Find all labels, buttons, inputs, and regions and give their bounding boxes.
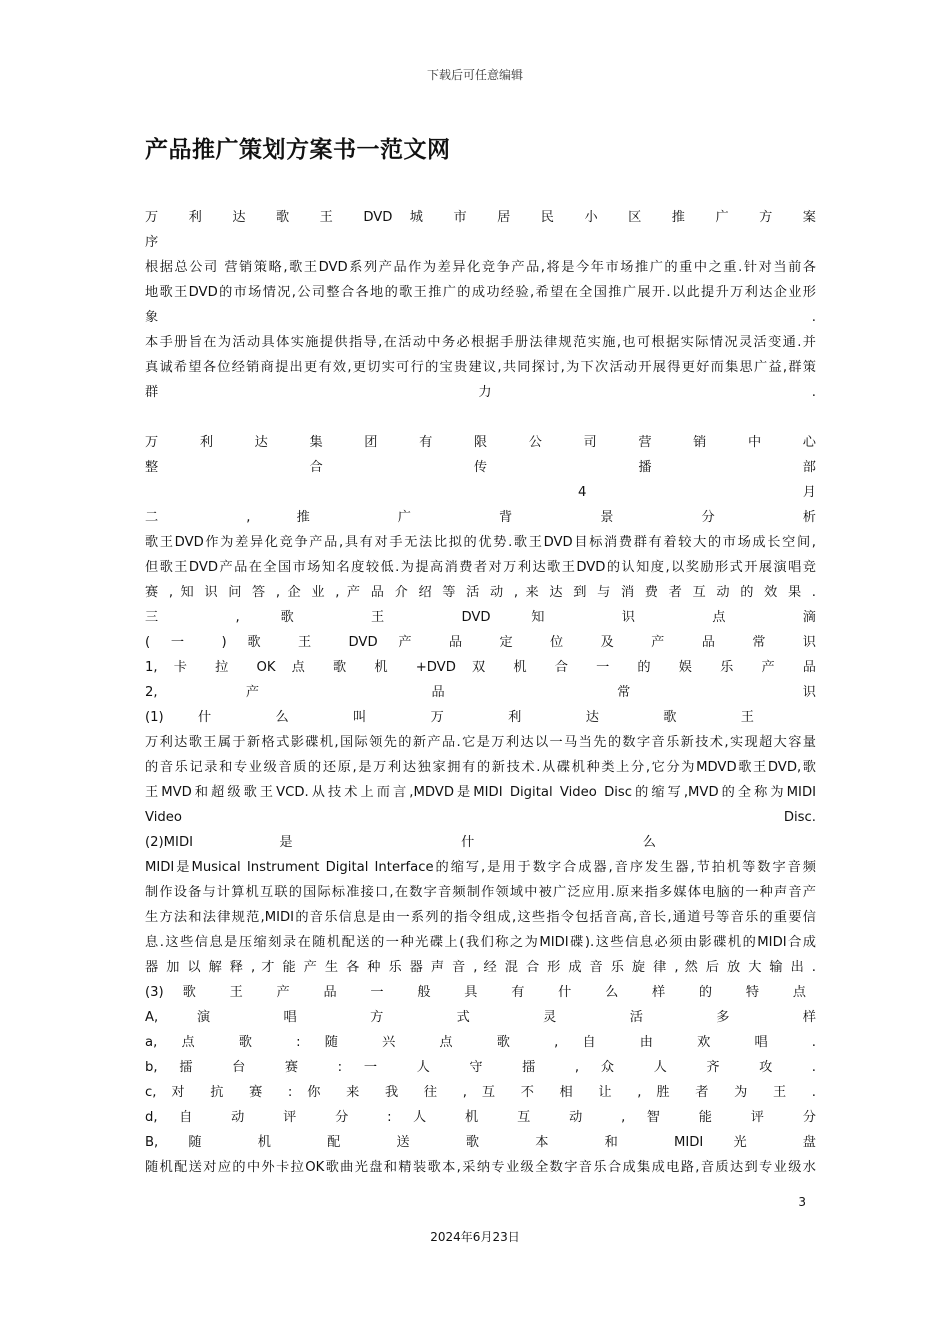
text-line: 万利达歌王属于新格式影碟机,国际领先的新产品.它是万利达以一马当先的数字音乐新技术,实现超大容量: [145, 735, 816, 750]
text-line: 1, 卡 拉 OK 点 歌 机 +DVD 双 机 合 一 的 娱 乐 产 品: [145, 660, 816, 675]
text-line: Video Disc.: [145, 810, 816, 825]
text-line: 器 加 以 解 释 , 才 能 产 生 各 种 乐 器 声 音 , 经 混 合 形 成 音 乐 旋 律 , 然 后 放 大 输 出 .: [145, 960, 816, 975]
document-title: 产品推广策划方案书一范文网: [145, 137, 451, 163]
text-line: 但歌王DVD产品在全国市场知名度较低.为提高消费者对万利达歌王DVD的认知度,以奖励形式开展演唱竞: [145, 560, 816, 575]
text-line: 真诚希望各位经销商提出更有效,更切实可行的宝贵建议,共同探讨,为下次活动开展得更好而集思广益,群策: [145, 360, 816, 375]
text-line: (2)MIDI 是 什 么: [145, 835, 656, 850]
text-line: 随机配送对应的中外卡拉OK歌曲光盘和精装歌本,采纳专业级全数字音乐合成集成电路,音质达到专业级水: [145, 1160, 816, 1175]
text-line: 王MVD和超级歌王VCD.从技术上而言,MDVD是MIDI Digital Video Disc的缩写,MVD的全称为MIDI: [145, 785, 816, 800]
text-line: 万 利 达 集 团 有 限 公 司 营 销 中 心: [145, 435, 816, 450]
page-footer-date: 2024年6月23日: [430, 1230, 520, 1244]
text-line: d, 自 动 评 分 : 人 机 互 动 , 智 能 评 分: [145, 1110, 816, 1125]
text-line: 赛 , 知 识 问 答 , 企 业 , 产 品 介 绍 等 活 动 , 来 达 到 与 消 费 者 互 动 的 效 果 .: [145, 585, 816, 600]
text-line: 群 力 .: [145, 385, 816, 400]
text-line: 的音乐记录和专业级音质的还原,是万利达独家拥有的新技术.从碟机种类上分,它分为MDVD歌王DVD,歌: [145, 760, 816, 775]
text-line: 制作设备与计算机互联的国际标准接口,在数字音频制作领域中被广泛应用.原来指多媒体电脑的一种声音产: [145, 885, 816, 900]
text-line: A, 演 唱 方 式 灵 活 多 样: [145, 1010, 816, 1025]
text-line: B, 随 机 配 送 歌 本 和 MIDI 光 盘: [145, 1135, 816, 1150]
text-line: c, 对 抗 赛 : 你 来 我 往 , 互 不 相 让 , 胜 者 为 王 .: [145, 1085, 816, 1100]
text-line: 象 .: [145, 310, 816, 325]
text-line: b, 擂 台 赛 : 一 人 守 擂 , 众 人 齐 攻 .: [145, 1060, 816, 1075]
text-line: 二 , 推 广 背 景 分 析: [145, 510, 816, 525]
text-line: (3) 歌 王 产 品 一 般 具 有 什 么 样 的 特 点: [145, 985, 806, 1000]
text-line: 歌王DVD作为差异化竞争产品,具有对手无法比拟的优势.歌王DVD目标消费群有着较大的市场成长空间,: [145, 535, 816, 550]
text-line: 三 , 歌 王 DVD 知 识 点 滴: [145, 610, 816, 625]
text-line: a, 点 歌 : 随 兴 点 歌 , 自 由 欢 唱 .: [145, 1035, 816, 1050]
text-line: 整 合 传 播 部: [145, 460, 816, 475]
text-line: 息.这些信息是压缩刻录在随机配送的一种光碟上(我们称之为MIDI碟).这些信息必须由影碟机的MIDI合成: [145, 935, 816, 950]
text-line: 生方法和法律规范,MIDI的音乐信息是由一系列的指令组成,这些指令包括音高,音长,通道号等音乐的重要信: [145, 910, 816, 925]
text-line: 4 月: [578, 485, 816, 500]
text-line: (1) 什 么 叫 万 利 达 歌 王: [145, 710, 754, 725]
text-line: 根据总公司 营销策略,歌王DVD系列产品作为差异化竞争产品,将是今年市场推广的重中之重.针对当前各: [145, 260, 816, 275]
text-line: MIDI是Musical Instrument Digital Interface的缩写,是用于数字合成器,音序发生器,节拍机等数字音频: [145, 860, 816, 875]
text-line: 万 利 达 歌 王 DVD 城 市 居 民 小 区 推 广 方 案: [145, 210, 816, 225]
text-line: ( 一 ) 歌 王 DVD 产 品 定 位 及 产 品 常 识: [145, 635, 816, 650]
blank-line: [145, 405, 816, 430]
page-number: 3: [798, 1195, 806, 1209]
text-line: 2, 产 品 常 识: [145, 685, 816, 700]
text-line: 本手册旨在为活动具体实施提供指导,在活动中务必根据手册法律规范实施,也可根据实际情况灵活变通.并: [145, 335, 816, 350]
text-line: 序: [145, 235, 159, 250]
text-line: 地歌王DVD的市场情况,公司整合各地的歌王推广的成功经验,希望在全国推广展开.以此提升万利达企业形: [145, 285, 816, 300]
document-body: [145, 205, 816, 1180]
page-header: 下载后可任意编辑: [426, 68, 523, 82]
